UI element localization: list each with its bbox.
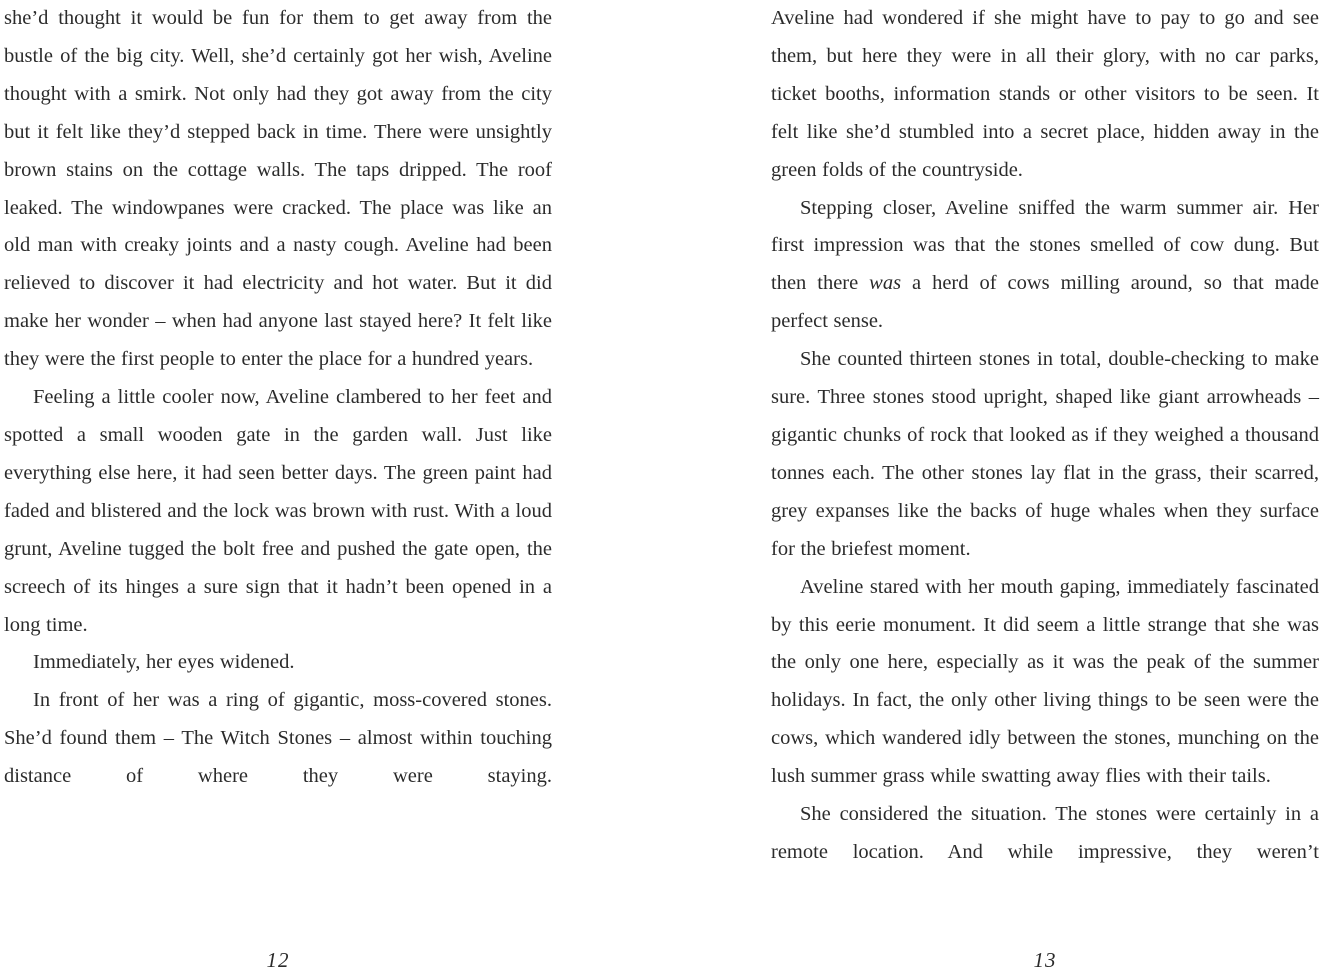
paragraph: Aveline had wondered if she might have to pay to go and see them, but here they were in all their glory, with no car parks, ticket booths, information stands or other visitors to be seen. It felt like she’d stumbled into a secret place, hidden away in the green folds of the countryside. — [771, 7, 1319, 181]
paragraph — [771, 190, 1319, 342]
page-number-right: 13 — [1033, 948, 1057, 972]
paragraph: Feeling a little cooler now, Aveline clambered to her feet and spotted a small wooden gate in the garden wall. Just like everything else here, it had seen better days. The green paint had faded and blistered and the lock was brown with rust. With a loud grunt, Aveline tugged the bolt free and pushed the gate open, the screech of its hinges a sure sign that it hadn’t been opened in a long time. — [4, 386, 552, 636]
paragraph-text: Stepping closer, Aveline sniffed the warm summer air. Her first impression was that the stones smelled of cow dung. But then there — [771, 196, 1319, 295]
paragraph: She considered the situation. The stones were certainly in a remote location. And while impressive, they weren’t — [771, 803, 1319, 863]
paragraph: Aveline stared with her mouth gaping, immediately fascinated by this eerie monument. It did seem a little strange that she was the only one here, especially as it was the peak of the summer holidays. In fact, the only other living things to be seen were the cows, which wandered idly between the stones, munching on the lush summer grass while swatting away flies with their tails. — [771, 575, 1319, 788]
left-page-text — [4, 0, 552, 796]
emphasis-text: was — [869, 272, 902, 295]
paragraph-text: a herd of cows milling around, so that made perfect sense. — [771, 272, 1320, 333]
paragraph: she’d thought it would be fun for them to get away from the bustle of the big city. Well, she’d certainly got her wish, Aveline thought with a smirk. Not only had they got away from the city but it felt like they’d stepped back in time. There were unsightly brown stains on the cottage walls. The taps dripped. The roof leaked. The windowpanes were cracked. The place was like an old man with creaky joints and a nasty cough. Aveline had been relieved to discover it had electricity and hot water. But it did make her wonder – when had anyone last stayed here? It felt like they were the first people to enter the place for a hundred years. — [4, 7, 552, 371]
paragraph: She counted thirteen stones in total, double-checking to make sure. Three stones stood upright, shaped like giant arrowheads – gigantic chunks of rock that looked as if they weighed a thousand tonnes each. The other stones lay flat in the grass, their scarred, grey expanses like the backs of huge whales when they surface for the briefest moment. — [771, 348, 1319, 560]
left-page — [4, 0, 552, 796]
right-page — [771, 0, 1319, 872]
page-number-left: 12 — [266, 948, 290, 972]
right-page-text — [771, 0, 1319, 872]
paragraph: In front of her was a ring of gigantic, moss-covered stones. She’d found them – The Witch Stones – almost within touching distance of where they were staying. — [4, 689, 552, 788]
paragraph: Immediately, her eyes widened. — [33, 651, 295, 674]
